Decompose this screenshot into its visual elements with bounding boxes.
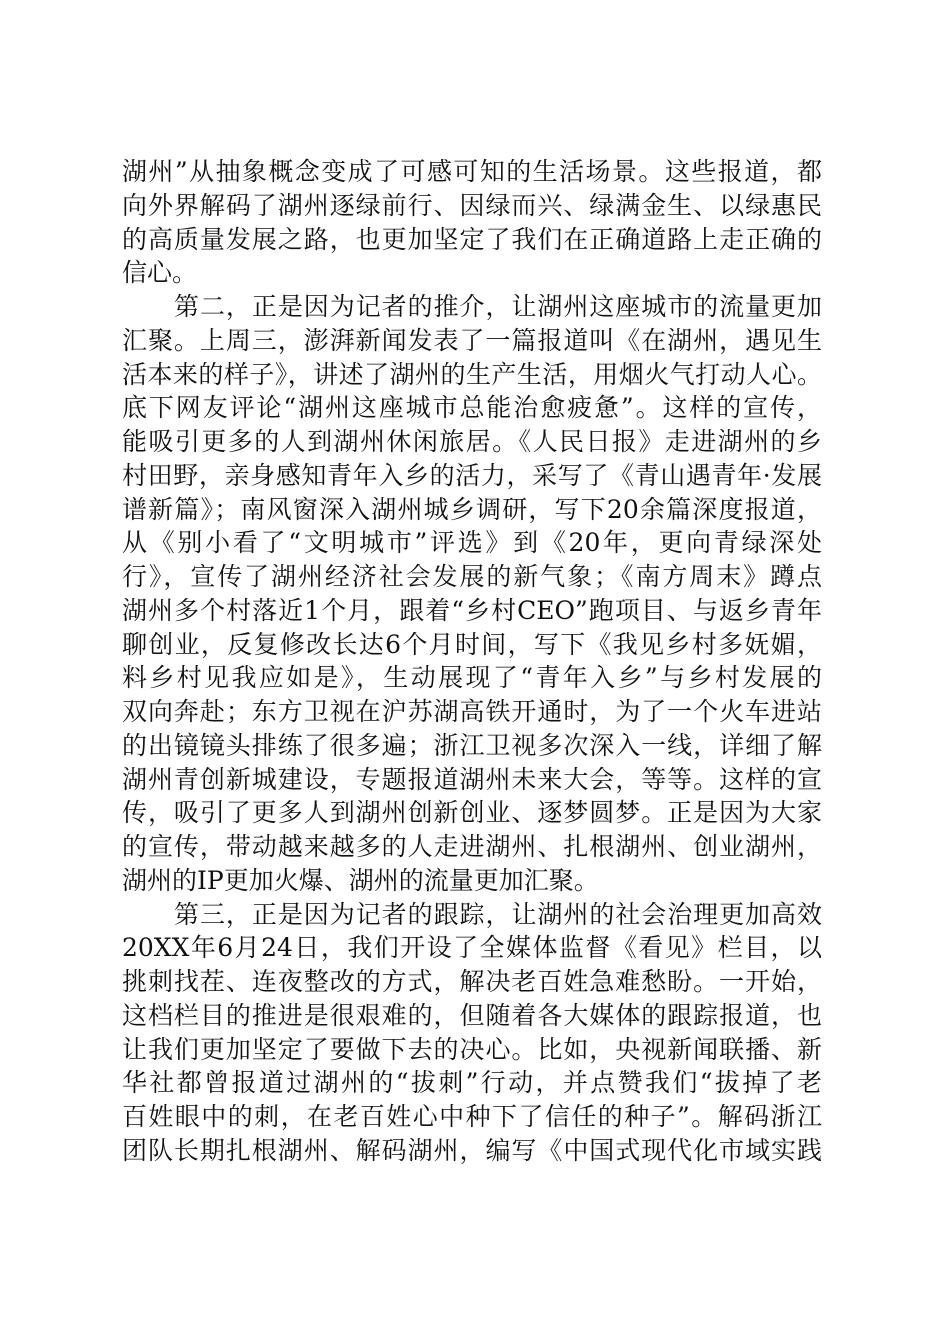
text-line: 聊创业，反复修改长达6个月时间，写下《我见乡村多妩媚， <box>122 629 822 659</box>
text-line: 汇聚。上周三，澎湃新闻发表了一篇报道叫《在湖州，遇见生 <box>122 325 822 355</box>
text-line: 第三，正是因为记者的跟踪，让湖州的社会治理更加高效 <box>174 899 822 929</box>
text-line: 华社都曾报道过湖州的“拔刺”行动，并点赞我们“拔掉了老 <box>122 1068 822 1098</box>
text-line: 活本来的样子》，讲述了湖州的生产生活，用烟火气打动人心。 <box>122 359 822 389</box>
text-line: 料乡村见我应如是》，生动展现了“青年入乡”与乡村发展的 <box>122 663 822 693</box>
text-line: 这档栏目的推进是很艰难的，但随着各大媒体的跟踪报道，也 <box>122 1000 822 1030</box>
text-line: 挑刺找茬、连夜整改的方式，解决老百姓急难愁盼。一开始， <box>122 967 822 996</box>
text-line: 的高质量发展之路，也更加坚定了我们在正确道路上走正确的 <box>122 224 822 254</box>
text-line: 行》，宣传了湖州经济社会发展的新气象；《南方周末》蹲点 <box>122 562 822 591</box>
text-line: 团队长期扎根湖州、解码湖州，编写《中国式现代化市域实践 <box>122 1135 822 1165</box>
document-page <box>122 155 822 1168</box>
text-line: 从《别小看了“文明城市”评选》到《20年，更向青绿深处 <box>122 528 822 558</box>
text-line: 谱新篇》；南风窗深入湖州城乡调研，写下20余篇深度报道， <box>122 494 822 524</box>
text-line: 能吸引更多的人到湖州休闲旅居。《人民日报》走进湖州的乡 <box>122 427 822 456</box>
text-line: 湖州”从抽象概念变成了可感可知的生活场景。这些报道，都 <box>122 157 822 186</box>
text-line: 湖州的IP更加火爆、湖州的流量更加汇聚。 <box>122 865 599 895</box>
text-line: 双向奔赴；东方卫视在沪苏湖高铁开通时，为了一个火车进站 <box>122 697 822 726</box>
text-line: 让我们更加坚定了要做下去的决心。比如，央视新闻联播、新 <box>122 1034 822 1064</box>
text-line: 的出镜镜头排练了很多遍；浙江卫视多次深入一线，详细了解 <box>122 730 822 760</box>
text-line: 向外界解码了湖州逐绿前行、因绿而兴、绿满金生、以绿惠民 <box>122 190 822 220</box>
text-line: 20XX年6月24日，我们开设了全媒体监督《看见》栏目，以 <box>122 933 822 963</box>
text-line: 传，吸引了更多人到湖州创新创业、逐梦圆梦。正是因为大家 <box>122 798 822 828</box>
text-line: 村田野，亲身感知青年入乡的活力，采写了《青山遇青年·发展 <box>122 460 822 490</box>
text-line: 底下网友评论“湖州这座城市总能治愈疲惫”。这样的宣传， <box>122 393 822 423</box>
text-line: 湖州青创新城建设，专题报道湖州未来大会，等等。这样的宣 <box>122 764 822 794</box>
text-line: 湖州多个村落近1个月，跟着“乡村CEO”跑项目、与返乡青年 <box>122 595 822 625</box>
text-line: 的宣传，带动越来越多的人走进湖州、扎根湖州、创业湖州， <box>122 832 822 861</box>
text-line: 信心。 <box>122 258 198 288</box>
text-line: 第二，正是因为记者的推介，让湖州这座城市的流量更加 <box>174 292 822 321</box>
text-line: 百姓眼中的刺，在老百姓心中种下了信任的种子”。解码浙江 <box>122 1102 822 1131</box>
